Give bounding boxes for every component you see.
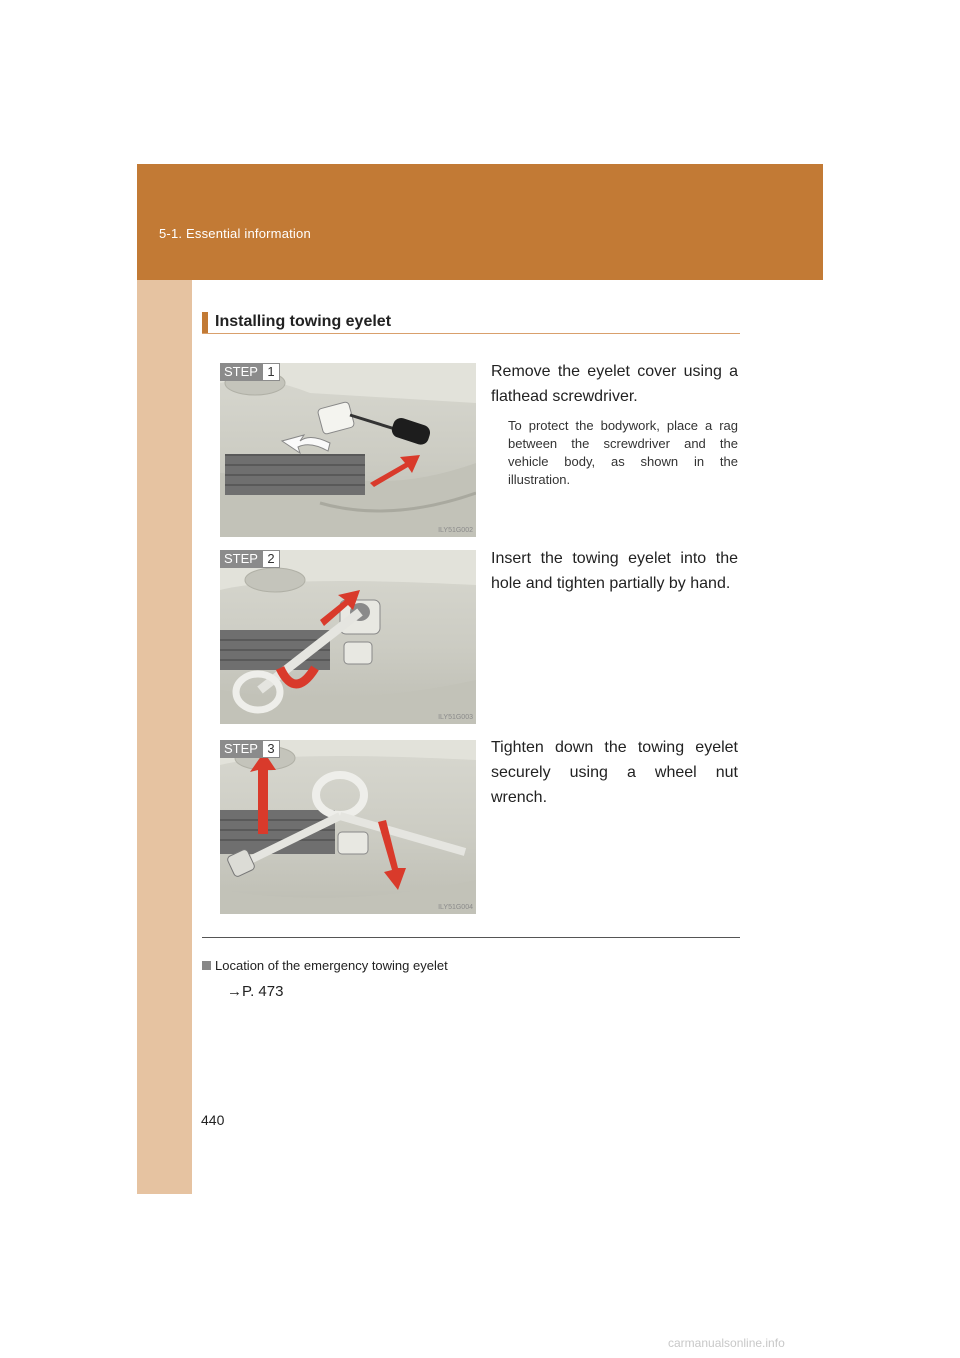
figure-code: ILY51G002 xyxy=(438,527,473,534)
step-number: 3 xyxy=(262,740,280,758)
step-word: STEP xyxy=(220,740,262,758)
page-reference-link[interactable]: →P. 473 xyxy=(227,983,284,1000)
section-title-text: Installing towing eyelet xyxy=(215,313,392,330)
figure-code: ILY51G004 xyxy=(438,904,473,911)
step-word: STEP xyxy=(220,550,262,568)
step-3-illustration xyxy=(220,740,476,914)
section-title-marker xyxy=(202,312,208,333)
watermark: carmanualsonline.info xyxy=(668,1336,785,1350)
step-2-text: Insert the towing eyelet into the hole and tighten partially by hand. xyxy=(491,550,738,592)
info-heading xyxy=(202,958,448,973)
step-2-drawing xyxy=(220,550,476,724)
step-2-illustration xyxy=(220,550,476,724)
step-number: 1 xyxy=(262,363,280,381)
step-1-note: To protect the bodywork, place a rag between the screwdriver and the vehicle body, as shown in the illustration. xyxy=(508,418,738,487)
step-1-badge xyxy=(220,363,280,381)
header-band xyxy=(137,164,823,280)
step-2-badge xyxy=(220,550,280,568)
page-number: 440 xyxy=(201,1112,225,1128)
step-number: 2 xyxy=(262,550,280,568)
step-1-text: Remove the eyelet cover using a flathead screwdriver. xyxy=(491,363,738,405)
section-title xyxy=(202,312,740,334)
divider-rule xyxy=(202,937,740,938)
step-3-drawing xyxy=(220,740,476,914)
info-heading-text: Location of the emergency towing eyelet xyxy=(215,958,448,973)
step-1-illustration xyxy=(220,363,476,537)
step-3-badge xyxy=(220,740,280,758)
square-bullet-icon xyxy=(202,961,211,970)
step-3-text: Tighten down the towing eyelet securely using a wheel nut wrench. xyxy=(491,739,738,806)
step-1-drawing xyxy=(220,363,476,537)
figure-code: ILY51G003 xyxy=(438,714,473,721)
step-word: STEP xyxy=(220,363,262,381)
side-band xyxy=(137,280,192,1194)
section-breadcrumb: 5-1. Essential information xyxy=(159,226,311,241)
